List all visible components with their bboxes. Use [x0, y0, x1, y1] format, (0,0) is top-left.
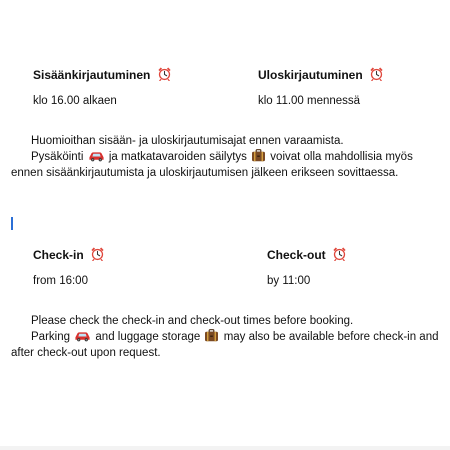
fi-checkin-heading	[33, 66, 172, 82]
fi-notice	[11, 133, 441, 181]
en-checkout-heading-text: Check-out	[267, 248, 326, 262]
text-cursor	[11, 217, 13, 230]
en-checkin-heading-text: Check-in	[33, 248, 84, 262]
bottom-divider	[0, 446, 450, 450]
fi-checkout-heading	[258, 66, 384, 82]
en-notice	[11, 313, 441, 361]
fi-checkin-time: klo 16.00 alkaen	[33, 95, 117, 107]
fi-para1: Huomioithan sisään- ja uloskirjautumisajat ennen varaamista.	[31, 135, 344, 147]
alarm-clock-icon	[332, 246, 347, 261]
en-luggage-text: and luggage storage	[95, 331, 201, 343]
alarm-clock-icon	[369, 66, 384, 81]
car-icon	[88, 150, 105, 162]
fi-checkout-heading-text: Uloskirjautuminen	[258, 68, 363, 82]
en-possible-text: may also be available before check-in and	[223, 331, 439, 343]
fi-luggage-text: ja matkatavaroiden säilytys	[108, 151, 247, 163]
fi-para2-line1	[11, 149, 441, 165]
car-icon	[74, 330, 91, 342]
suitcase-icon	[251, 149, 266, 162]
en-para1: Please check the check-in and check-out times before booking.	[31, 315, 354, 327]
en-parking-text: Parking	[31, 331, 70, 343]
alarm-clock-icon	[157, 66, 172, 81]
fi-para2-line2: ennen sisäänkirjautumista ja uloskirjautumisen jälkeen erikseen sovittaessa.	[11, 167, 399, 179]
en-checkout-heading	[267, 246, 347, 262]
en-para2-line1	[11, 329, 441, 345]
alarm-clock-icon	[90, 246, 105, 261]
fi-checkin-heading-text: Sisäänkirjautuminen	[33, 68, 151, 82]
fi-checkout-time: klo 11.00 mennessä	[258, 95, 361, 107]
fi-parking-text: Pysäköinti	[31, 151, 84, 163]
fi-possible-text: voivat olla mahdollisia myös	[270, 151, 413, 163]
en-para2-line2: after check-out upon request.	[11, 347, 161, 359]
en-checkout-time: by 11:00	[267, 275, 311, 287]
suitcase-icon	[204, 329, 219, 342]
en-checkin-time: from 16:00	[33, 275, 88, 287]
en-checkin-heading	[33, 246, 105, 262]
